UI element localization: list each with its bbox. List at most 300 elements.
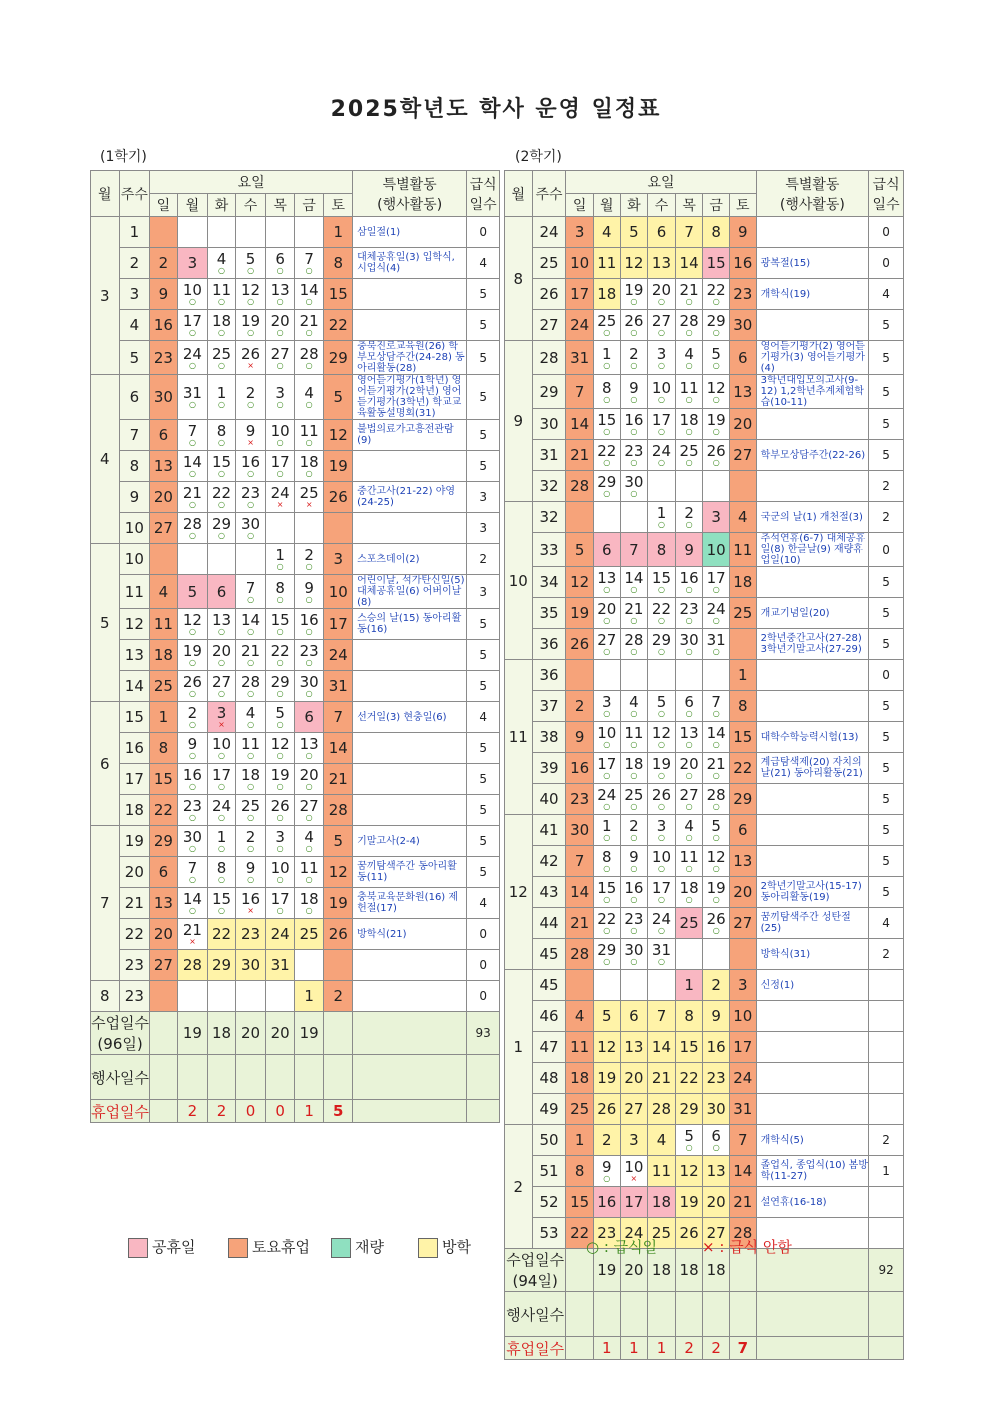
event-text: 계급탐색제(20) 자치의 날(21) 동아리활동(21) [756, 753, 869, 784]
meal-mark: ○ [685, 709, 693, 718]
week-row [505, 341, 904, 375]
day-cell [235, 217, 266, 248]
day-number: 19 [328, 894, 348, 912]
week-row [91, 279, 500, 310]
legend-meal-no: × : 급식 안함 [702, 1238, 792, 1256]
week-row [91, 341, 500, 375]
day-number: 5 [629, 223, 639, 241]
day-number: 8 [656, 540, 667, 559]
day-number: 19 [597, 1069, 617, 1087]
day-cell [566, 310, 594, 341]
event-text: 2학년기말고사(15-17) 동아리활동(19) [756, 877, 869, 908]
event-text: 개학식(19) [756, 279, 869, 310]
day-number: 27 [153, 519, 173, 537]
day-cell [620, 567, 648, 598]
day-number: 16 [597, 1193, 617, 1211]
meal-count: 0 [467, 981, 500, 1012]
day-cell [208, 513, 236, 544]
day-number: 23 [153, 348, 173, 367]
weekday-header: 토 [729, 194, 756, 217]
day-number: 7 [711, 693, 721, 711]
off-days-value: 1 [620, 1337, 648, 1360]
week-number: 22 [119, 919, 150, 950]
day-number: 27 [733, 446, 753, 464]
week-header: 주수 [532, 171, 566, 217]
event-text [353, 795, 467, 826]
day-cell [566, 1125, 594, 1156]
day-cell [593, 310, 620, 341]
meal-mark: ○ [685, 427, 693, 436]
day-number: 23 [182, 797, 202, 815]
day-number: 20 [153, 488, 173, 506]
day-number: 26 [706, 910, 726, 928]
week-row [91, 513, 500, 544]
day-cell [593, 629, 620, 660]
week-row [91, 733, 500, 764]
day-cell [150, 795, 178, 826]
day-number: 10 [211, 735, 232, 753]
meal-mark: ○ [630, 297, 638, 306]
day-number: 22 [733, 759, 753, 777]
day-cell [235, 764, 266, 795]
day-cell [648, 409, 676, 440]
off-days-meal [467, 1100, 500, 1123]
meal-mark: ○ [218, 875, 225, 884]
day-number: 27 [706, 1224, 726, 1242]
day-cell [703, 691, 730, 722]
day-number: 17 [211, 766, 232, 784]
day-number: 22 [597, 442, 617, 460]
day-cell [177, 217, 208, 248]
day-number: 2 [601, 1131, 612, 1149]
day-cell [294, 310, 324, 341]
day-cell [266, 310, 295, 341]
day-number: 13 [211, 611, 232, 629]
day-cell [566, 409, 594, 440]
day-cell [294, 795, 324, 826]
day-number: 24 [706, 600, 726, 618]
day-number: 14 [733, 1162, 753, 1180]
meal-mark: ○ [188, 627, 196, 636]
event-text [353, 733, 467, 764]
day-number: 1 [574, 1131, 585, 1149]
day-number: 18 [597, 285, 617, 303]
day-cell [294, 341, 324, 375]
semester1-label: (1학기) [100, 149, 147, 165]
day-cell [593, 1125, 620, 1156]
month-cell: 10 [505, 502, 533, 660]
day-cell [648, 1032, 676, 1063]
day-cell [729, 1156, 756, 1187]
semester2-calendar [504, 170, 904, 1360]
day-number: 13 [597, 569, 617, 587]
day-cell [729, 217, 756, 248]
day-number: 11 [299, 422, 319, 440]
off-days-event [353, 1100, 467, 1123]
meal-mark: ○ [712, 328, 720, 337]
event-text [756, 815, 869, 846]
event-text: 추석연휴(6-7) 대체공휴일(8) 한글날(9) 재량휴업일(10) [756, 533, 869, 567]
day-number: 22 [328, 316, 348, 334]
day-cell [266, 671, 295, 702]
off-days-label: 휴업일수 [91, 1100, 150, 1123]
day-cell [294, 919, 324, 950]
class-days-total: (94일) [512, 1272, 558, 1290]
meal-mark: ○ [603, 895, 611, 904]
day-number: 9 [304, 578, 314, 597]
week-number: 50 [532, 1125, 566, 1156]
day-cell [729, 502, 756, 533]
day-number: 13 [733, 382, 753, 401]
week-row [505, 908, 904, 939]
month-header: 월 [505, 171, 533, 217]
day-number: 25 [733, 604, 753, 622]
week-row [505, 375, 904, 409]
day-number: 4 [304, 828, 314, 846]
day-number: 28 [651, 1100, 672, 1118]
meal-mark: ○ [657, 647, 665, 656]
week-row [505, 877, 904, 908]
day-number: 1 [304, 987, 314, 1005]
week-number: 19 [119, 826, 150, 857]
meal-mark: ○ [603, 427, 611, 436]
week-number: 17 [119, 764, 150, 795]
event-text: 중간고사(21-22) 야영(24-25) [353, 482, 467, 513]
day-cell [675, 1218, 703, 1249]
day-cell [703, 502, 730, 533]
day-number: 12 [270, 735, 290, 753]
day-number: 24 [651, 442, 672, 460]
week-number: 35 [532, 598, 566, 629]
class-days-value: 19 [294, 1012, 324, 1055]
meal-mark: ○ [685, 740, 693, 749]
day-cell [675, 440, 703, 471]
day-cell [208, 919, 236, 950]
day-number: 7 [574, 852, 585, 870]
day-cell [235, 279, 266, 310]
week-number: 12 [119, 609, 150, 640]
day-number: 23 [706, 1069, 726, 1087]
meal-mark: ○ [218, 297, 225, 306]
semester1-calendar [90, 170, 500, 1123]
day-cell [150, 733, 178, 764]
meal-count: 4 [869, 279, 904, 310]
day-number: 19 [328, 457, 348, 475]
meal-header-label: 급식 [469, 176, 497, 193]
day-number: 2 [629, 817, 639, 835]
day-number: 12 [706, 378, 726, 397]
event-header-label: 특별활동 [382, 176, 437, 193]
week-row [91, 981, 500, 1012]
event-text [756, 217, 869, 248]
day-cell [177, 482, 208, 513]
day-cell [648, 846, 676, 877]
day-cell [266, 544, 295, 575]
day-cell [177, 341, 208, 375]
day-number: 22 [211, 484, 232, 502]
day-cell [566, 1001, 594, 1032]
day-number: 13 [270, 281, 290, 299]
meal-mark: ○ [247, 469, 255, 478]
day-cell [235, 857, 266, 888]
day-number: 24 [211, 797, 232, 815]
day-number: 8 [333, 254, 344, 272]
day-number: 6 [711, 1127, 721, 1145]
day-cell [648, 598, 676, 629]
meal-mark: ○ [276, 266, 284, 275]
day-cell [566, 341, 594, 375]
meal-mark: ○ [603, 740, 611, 749]
day-cell [593, 440, 620, 471]
meal-mark: ○ [630, 585, 638, 594]
day-number: 1 [275, 546, 285, 564]
day-cell [566, 533, 594, 567]
day-number: 23 [299, 642, 319, 660]
off-days-value: 7 [729, 1337, 756, 1360]
meal-mark: ○ [188, 782, 196, 791]
event-days-cell [324, 1055, 353, 1100]
day-cell [266, 609, 295, 640]
day-cell [729, 1032, 756, 1063]
day-number: 27 [733, 914, 753, 932]
meal-mark: ○ [276, 782, 284, 791]
meal-count: 5 [869, 375, 904, 409]
meal-count: 0 [869, 248, 904, 279]
meal-count [869, 970, 904, 1001]
day-cell [150, 609, 178, 640]
day-number: 21 [299, 312, 319, 330]
day-cell [208, 795, 236, 826]
day-cell [675, 753, 703, 784]
day-number: 25 [211, 344, 232, 363]
day-cell [566, 784, 594, 815]
day-number: 28 [182, 515, 202, 533]
day-cell [150, 575, 178, 609]
day-number: 21 [733, 1193, 753, 1211]
day-number: 27 [299, 797, 319, 815]
event-text [353, 981, 467, 1012]
meal-mark: ○ [188, 751, 196, 760]
day-number: 24 [328, 646, 348, 664]
meal-count [869, 1063, 904, 1094]
day-cell [177, 702, 208, 733]
day-cell [150, 857, 178, 888]
day-cell [675, 1187, 703, 1218]
day-cell [620, 1063, 648, 1094]
day-number: 21 [182, 484, 202, 502]
day-number: 27 [211, 673, 232, 691]
day-number: 11 [597, 254, 617, 272]
day-number: 26 [328, 488, 348, 506]
day-cell [150, 513, 178, 544]
legend-discretion: 재량 [331, 1236, 384, 1258]
day-cell [703, 279, 730, 310]
week-number: 37 [532, 691, 566, 722]
day-cell [177, 640, 208, 671]
event-text: 꿈끼탐색주간 동아리활동(11) [353, 857, 467, 888]
meal-mark: ○ [218, 751, 225, 760]
day-number: 4 [629, 693, 639, 711]
day-cell [324, 341, 353, 375]
day-number: 17 [570, 285, 590, 303]
day-number: 25 [597, 312, 617, 330]
day-number: 22 [706, 281, 726, 299]
meal-mark: ○ [657, 328, 665, 337]
day-cell [593, 846, 620, 877]
day-number: 6 [216, 582, 227, 601]
no-meal-mark: × [305, 500, 313, 509]
day-number: 4 [656, 1131, 667, 1149]
day-number: 11 [651, 1162, 672, 1180]
day-number: 16 [241, 890, 261, 908]
day-number: 16 [679, 569, 699, 587]
day-cell [675, 471, 703, 502]
day-number: 6 [656, 223, 667, 241]
day-cell [729, 1125, 756, 1156]
event-text: 광복절(15) [756, 248, 869, 279]
day-cell [266, 420, 295, 451]
day-cell [235, 451, 266, 482]
meal-mark: ○ [218, 328, 225, 337]
weekday-title-header: 요일 [566, 171, 756, 194]
day-number: 25 [299, 484, 319, 502]
month-cell: 5 [91, 544, 120, 702]
day-number: 13 [733, 852, 753, 870]
day-cell [266, 919, 295, 950]
day-cell [294, 702, 324, 733]
day-cell [266, 888, 295, 919]
day-cell [177, 544, 208, 575]
event-days-label: 행사일수 [505, 1292, 566, 1337]
day-cell [648, 341, 676, 375]
day-cell [648, 471, 676, 502]
day-number: 21 [651, 1069, 672, 1087]
day-cell [294, 420, 324, 451]
legend-holiday: 공휴일 [128, 1236, 195, 1258]
day-number: 15 [733, 728, 753, 746]
event-text [353, 671, 467, 702]
day-cell [294, 451, 324, 482]
day-cell [177, 248, 208, 279]
event-text [353, 513, 467, 544]
meal-mark: ○ [685, 647, 693, 656]
day-cell [703, 784, 730, 815]
meal-mark: ○ [218, 689, 225, 698]
meal-mark: ○ [218, 400, 225, 409]
meal-mark: ○ [188, 360, 196, 370]
day-cell [729, 629, 756, 660]
day-number: 8 [711, 223, 721, 241]
day-cell [593, 409, 620, 440]
meal-count: 4 [467, 248, 500, 279]
day-number: 26 [182, 673, 202, 691]
day-cell [324, 950, 353, 981]
week-number: 43 [532, 877, 566, 908]
day-cell [208, 575, 236, 609]
week-row [505, 502, 904, 533]
meal-mark: ○ [630, 709, 638, 718]
day-number: 29 [270, 673, 290, 691]
event-text: 개교기념일(20) [756, 598, 869, 629]
day-cell [620, 440, 648, 471]
month-cell: 1 [505, 970, 533, 1125]
meal-mark: ○ [630, 360, 638, 370]
week-number: 21 [119, 888, 150, 919]
day-cell [266, 482, 295, 513]
day-cell [150, 950, 178, 981]
day-number: 5 [711, 344, 721, 363]
day-number: 13 [299, 735, 319, 753]
meal-mark: ○ [276, 658, 284, 667]
day-cell [648, 1001, 676, 1032]
day-number: 8 [574, 1162, 585, 1180]
day-cell [266, 950, 295, 981]
week-number: 31 [532, 440, 566, 471]
day-number: 31 [570, 348, 590, 367]
day-number: 7 [629, 540, 639, 559]
meal-mark: ○ [603, 458, 611, 467]
meal-mark: ○ [188, 400, 196, 409]
day-cell [566, 502, 594, 533]
meal-mark: ○ [657, 864, 665, 873]
day-number: 28 [570, 477, 590, 495]
event-text [353, 310, 467, 341]
day-cell [648, 1125, 676, 1156]
day-cell [675, 598, 703, 629]
day-cell [703, 939, 730, 970]
day-cell [294, 544, 324, 575]
day-number: 3 [656, 817, 667, 835]
day-number: 29 [211, 515, 232, 533]
meal-mark: ○ [188, 844, 196, 853]
meal-mark: ○ [685, 802, 693, 811]
day-number: 3 [275, 384, 285, 402]
meal-mark: ○ [657, 297, 665, 306]
day-cell [620, 279, 648, 310]
off-days-value: 0 [235, 1100, 266, 1123]
day-cell [294, 826, 324, 857]
no-meal-mark: × [247, 360, 254, 370]
day-number: 28 [706, 786, 726, 804]
week-row [91, 310, 500, 341]
day-cell [294, 375, 324, 420]
day-number: 29 [733, 790, 753, 808]
day-number: 21 [182, 921, 202, 939]
week-row [91, 575, 500, 609]
day-cell [150, 981, 178, 1012]
day-number: 30 [624, 473, 644, 491]
meal-mark: ○ [603, 616, 611, 625]
day-number: 26 [651, 786, 672, 804]
week-number: 41 [532, 815, 566, 846]
event-days-cell [467, 1055, 500, 1100]
meal-count: 0 [869, 217, 904, 248]
day-number: 19 [651, 755, 672, 773]
month-cell: 7 [91, 826, 120, 981]
month-cell: 3 [91, 217, 120, 375]
class-days-value: 19 [177, 1012, 208, 1055]
no-meal-mark: × [247, 438, 254, 447]
meal-mark: ○ [712, 616, 720, 625]
day-cell [675, 1094, 703, 1125]
day-number: 25 [679, 442, 699, 460]
day-cell [648, 939, 676, 970]
meal-mark: ○ [305, 400, 313, 409]
day-cell [703, 598, 730, 629]
day-cell [620, 722, 648, 753]
day-cell [324, 420, 353, 451]
day-number: 18 [153, 646, 173, 664]
